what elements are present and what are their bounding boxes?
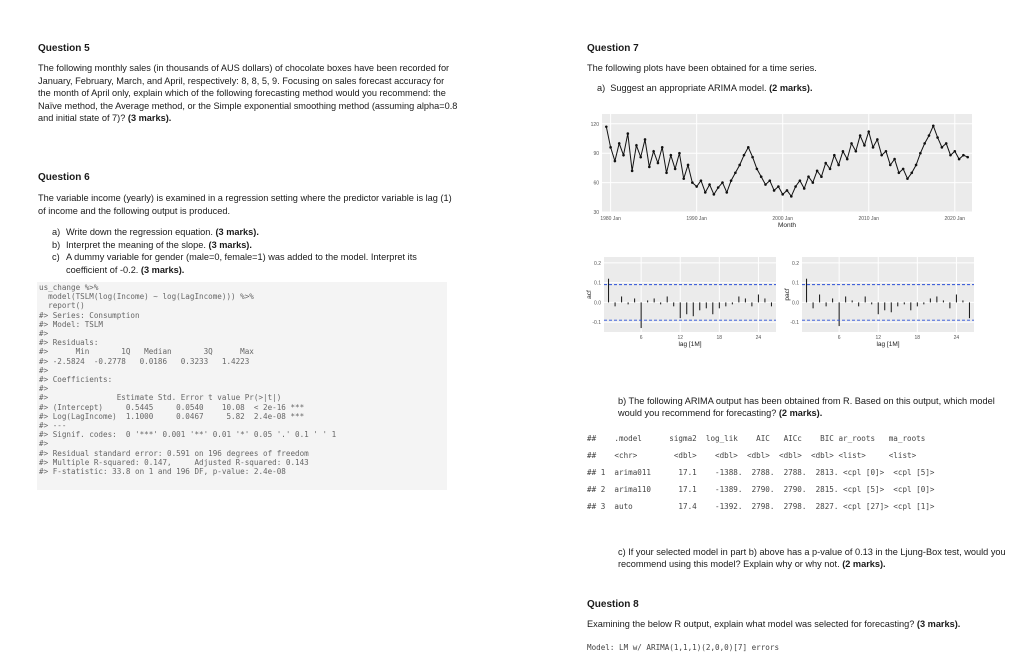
data-point [898,172,901,175]
data-point [846,158,849,161]
data-point [833,154,836,157]
code-line: #> Coefficients: [39,375,113,385]
data-point [708,183,711,186]
code-line: #> [39,365,49,375]
data-point [936,136,939,139]
q5-title: Question 5 [38,43,90,54]
q5-marks: (3 marks). [127,113,172,123]
q7-intro: The following plots have been obtained for a time series. [587,63,817,73]
q6-item-a: a) Write down the regression equation. (3 marks). [52,227,259,237]
x-tick-label: 24 [953,335,960,341]
data-point [928,134,931,137]
data-point [760,175,763,178]
data-point [816,170,819,173]
q8-text: Examining the below R output, explain what model was selected for forecasting? (3 marks). [587,619,961,629]
data-point [910,172,913,175]
data-point [966,156,969,159]
data-point [652,150,655,153]
data-point [635,144,638,147]
data-point [725,191,728,194]
q7-part-c: c) If your selected model in part b) above has a p-value of 0.13 in the Ljung-Box test, would you recommend using this model? Explain why or why not. (2 marks). [618,547,1006,569]
plot-panel [604,257,776,332]
x-tick-label: 2000 Jan [772,216,793,222]
data-point [743,154,746,157]
data-point [786,189,789,192]
data-point [777,185,780,188]
q6-intro: The variable income (yearly) is examined in a regression setting where the predictor variable is lag (1) of income and the following output is produced. [38,193,452,216]
data-point [837,164,840,167]
data-point [609,146,612,149]
q7-part-a: a) Suggest an appropriate ARIMA model. (2 marks). [597,83,813,93]
data-point [678,152,681,155]
code-line: #> [39,329,49,339]
data-point [756,168,759,171]
arima-table-row: ## .model sigma2 log_lik AIC AICc BIC ar_roots ma_roots [587,434,926,443]
data-point [682,177,685,180]
y-tick-label: 120 [590,121,599,128]
data-point [738,164,741,167]
code-line: #> [39,384,49,394]
code-line: model(TSLM(log(Income) ~ log(LagIncome))) %>% [39,292,254,302]
data-point [863,144,866,147]
code-line: #> (Intercept) 0.5445 0.0540 10.08 < 2e-16 *** [39,402,305,412]
data-point [812,181,815,184]
x-tick-label: 12 [677,335,684,341]
data-point [614,160,617,163]
data-point [781,193,784,196]
x-tick-label: 6 [837,335,841,341]
data-point [807,175,810,178]
data-point [953,150,956,153]
data-point [958,158,961,161]
data-point [605,125,608,128]
data-point [962,154,965,157]
data-point [721,181,724,184]
code-line: #> Min 1Q Median 3Q Max [39,347,254,357]
plot-panel [802,257,974,332]
data-point [855,150,858,153]
data-point [639,156,642,159]
x-tick-label: 1990 Jan [686,216,707,222]
data-point [734,172,737,175]
data-point [859,134,862,137]
acf-chart [584,253,784,363]
data-point [842,150,845,153]
x-axis-label: lag [1M] [678,341,702,348]
q8-title: Question 8 [587,599,639,610]
code-line: #> Log(LagIncome) 1.1000 0.0467 5.82 2.4e-08 *** [39,411,305,421]
x-tick-label: 2010 Jan [858,216,880,222]
code-line: #> Signif. codes: 0 '***' 0.001 '**' 0.01 '*' 0.05 '.' 0.1 ' ' 1 [39,430,337,440]
arima-table-row: ## <chr> <dbl> <dbl> <dbl> <dbl> <dbl> <list> <list> [587,451,917,460]
code-line: #> [39,439,49,449]
data-point [618,142,621,145]
data-point [902,168,905,171]
q7-title: Question 7 [587,43,639,54]
code-line: #> Model: TSLM [39,319,104,329]
y-tick-label: 90 [593,151,599,158]
data-point [803,187,806,190]
data-point [889,164,892,167]
data-point [661,146,664,149]
data-point [730,179,733,182]
x-tick-label: 24 [755,335,762,341]
y-tick-label: 60 [593,180,599,187]
x-tick-label: 2020 Jan [944,216,966,222]
data-point [687,164,690,167]
data-point [747,146,750,149]
data-point [893,158,896,161]
code-line: report() [39,301,85,311]
data-point [923,142,926,145]
data-point [773,189,776,192]
y-tick-label: 0.0 [594,300,601,307]
y-tick-label: -0.1 [790,320,799,327]
y-tick-label: 0.2 [792,260,799,267]
code-line: #> -2.5824 -0.2778 0.0186 0.3233 1.4223 [39,356,250,366]
data-point [665,172,668,175]
data-point [915,164,918,167]
x-axis-label: lag [1M] [876,341,900,348]
y-tick-label: 0.2 [594,260,601,267]
data-point [876,138,879,141]
data-point [695,185,698,188]
code-line: #> F-statistic: 33.8 on 1 and 196 DF, p-value: 2.4e-08 [39,467,286,477]
data-point [820,175,823,178]
q8-code: Model: LM w/ ARIMA(1,1,1)(2,0,0)[7] errors [587,643,780,652]
code-line: #> Multiple R-squared: 0.147, Adjusted R-squared: 0.143 [39,457,309,467]
data-point [880,154,883,157]
q6-title: Question 6 [38,172,90,183]
data-point [941,146,944,149]
data-point [717,186,720,189]
arima-table-row: ## 1 arima011 17.1 -1388. 2788. 2788. 2813. <cpl [0]> <cpl [5]> [587,468,935,477]
q7-part-b: b) The following ARIMA output has been obtained from R. Based on this output, which model would you recommend for forecasting? (2 marks). [618,396,995,418]
y-axis-label: acf [586,290,593,299]
data-point [622,154,625,157]
data-point [764,183,767,186]
y-tick-label: 30 [593,210,599,216]
y-tick-label: -0.1 [592,320,601,327]
data-point [872,146,875,149]
x-tick-label: 18 [914,335,921,341]
x-axis-label: Month [777,222,797,229]
data-point [799,179,802,182]
time-series-chart [580,112,980,230]
data-point [885,150,888,153]
q6-code-block [37,282,447,490]
code-line: #> Series: Consumption [39,310,140,320]
q6-item-c: c) A dummy variable for gender (male=0, female=1) was added to the model. Interpret its coefficient of -0.2. (3 marks). [52,252,417,275]
data-point [670,154,673,157]
code-line: #> Estimate Std. Error t value Pr(>|t|) [39,393,282,403]
data-point [691,181,694,184]
data-point [700,179,703,182]
x-tick-label: 18 [716,335,723,341]
q6-item-b: b) Interpret the meaning of the slope. (3 marks). [52,239,252,250]
data-point [794,185,797,188]
data-point [644,138,647,141]
data-point [768,179,771,182]
y-tick-label: 0.1 [594,280,601,287]
data-point [945,142,948,145]
q5-text [38,62,458,125]
x-tick-label: 6 [639,335,643,341]
data-point [906,177,909,180]
arima-output-table [587,434,1007,524]
x-tick-label: 1980 Jan [600,216,621,222]
code-line: #> --- [39,421,67,431]
data-point [824,162,827,165]
x-tick-label: 12 [875,335,882,341]
data-point [648,166,651,169]
code-line: us_change %>% [39,283,99,292]
code-line: #> Residuals: [39,338,99,348]
data-point [932,124,935,127]
data-point [627,132,630,135]
data-point [919,152,922,155]
q6-items [52,226,452,276]
q6-code [39,283,336,476]
y-tick-label: 0.1 [792,280,799,287]
y-axis-label: pacf [784,288,791,301]
data-point [751,156,754,159]
data-point [850,142,853,145]
data-point [713,193,716,196]
data-point [790,195,793,198]
data-point [949,154,952,157]
data-point [829,168,832,171]
pacf-chart [782,253,982,363]
data-point [704,191,707,194]
code-line: #> Residual standard error: 0.591 on 196 degrees of freedom [39,448,309,458]
y-tick-label: 0.0 [792,300,799,307]
arima-table-row: ## 3 auto 17.4 -1392. 2798. 2798. 2827. <cpl [27]> <cpl [1]> [587,502,935,511]
arima-table-row: ## 2 arima110 17.1 -1389. 2790. 2790. 2815. <cpl [5]> <cpl [0]> [587,485,935,494]
data-point [674,168,677,171]
q5-body: The following monthly sales (in thousands of AUS dollars) of chocolate boxes have been recorded for January, February, March, and April, respectively: 8, 8, 5, 9. Focusing on sales forecast accuracy for the month of April only, explain which of the following forecasting method would you recommend: the Naïve method, the Average method, or the Simple exponential smoothing method (assuming alpha=0.8 and initial state of 7)? [38,63,458,123]
data-point [631,170,634,173]
data-point [657,162,660,165]
data-point [867,130,870,133]
